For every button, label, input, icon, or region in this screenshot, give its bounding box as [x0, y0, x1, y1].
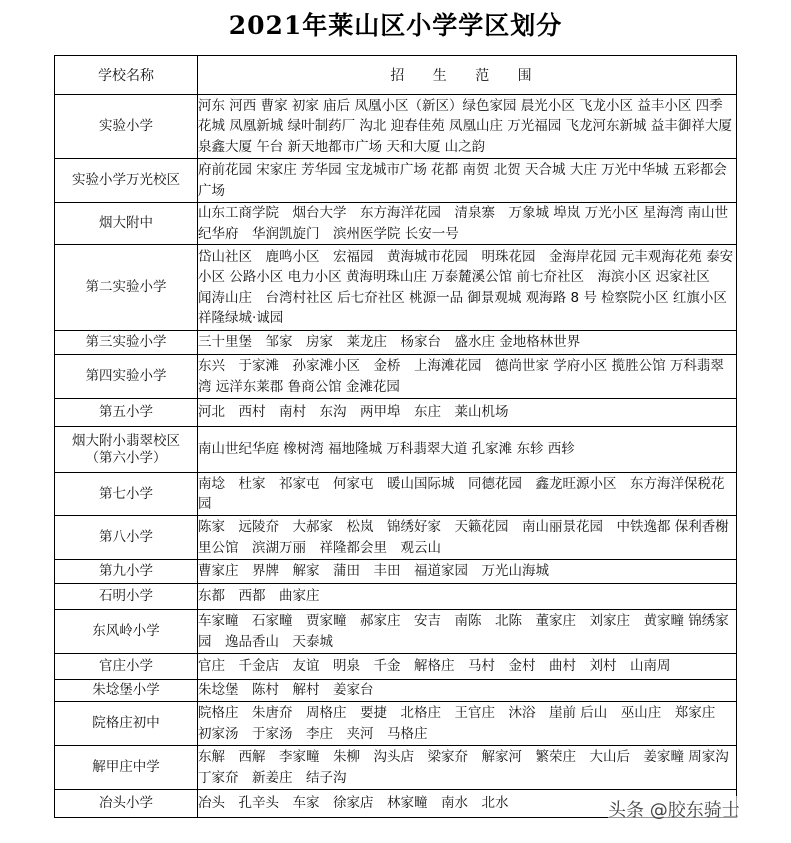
table-row — [55, 203, 737, 245]
school-name: 石明小学 — [55, 584, 198, 610]
enrollment-range: 河东 河西 曹家 初家 庙后 凤凰小区（新区）绿色家园 晨光小区 飞龙小区 益丰小区 四季花城 凤凰新城 绿叶制药厂 沟北 迎春佳苑 凤凰山庄 万光福园 飞龙河东新城 益丰御祥大厦 泉鑫大厦 午台 新天地都市广场 天和大厦 山之韵 — [198, 95, 737, 159]
table-row — [55, 746, 737, 790]
header-school-name: 学校名称 — [55, 56, 198, 95]
enrollment-range: 岱山社区 鹿鸣小区 宏福园 黄海城市花园 明珠花园 金海岸花园 元丰观海花苑 泰安小区 公路小区 电力小区 黄海明珠山庄 万泰麓溪公馆 前七夼社区 海滨小区 迟家社区 闻涛山庄 台湾村社区 后七夼社区 桃源一品 御景观城 观海路 8 号 检察院小区 红旗小区 祥隆绿城·诚园 — [198, 245, 737, 331]
page-title: 2021年莱山区小学学区划分 — [228, 11, 563, 40]
school-name — [55, 427, 198, 473]
table-row — [55, 427, 737, 473]
enrollment-range: 东解 西解 李家疃 朱柳 沟头店 梁家夼 解家河 繁荣庄 大山后 姜家疃 周家沟 丁家夼 新姜庄 结子沟 — [198, 746, 737, 790]
table-row — [55, 702, 737, 746]
enrollment-range: 陈家 远陵夼 大郝家 松岚 锦绣好家 天籁花园 南山丽景花园 中铁逸都 保利香榭里公馆 滨湖万丽 祥隆都会里 观云山 — [198, 516, 737, 560]
school-name: 第四实验小学 — [55, 355, 198, 399]
enrollment-range: 车家疃 石家疃 贾家疃 郝家庄 安吉 南陈 北陈 董家庄 刘家庄 黄家疃 锦绣家园 逸品香山 天泰城 — [198, 610, 737, 654]
table-row — [55, 355, 737, 399]
school-name: 实验小学 — [55, 95, 198, 159]
school-name: 第八小学 — [55, 516, 198, 560]
school-name: 第七小学 — [55, 473, 198, 516]
watermark: 头条 @胶东骑士 — [608, 796, 740, 822]
school-name: 东风岭小学 — [55, 610, 198, 654]
enrollment-range: 东兴 于家滩 孙家滩小区 金桥 上海滩花园 德尚世家 学府小区 揽胜公馆 万科翡翠湾 远洋东莱郡 鲁商公馆 金滩花园 — [198, 355, 737, 399]
school-name: 第三实验小学 — [55, 331, 198, 355]
enrollment-range: 官庄 千金店 友谊 明泉 千金 解格庄 马村 金村 曲村 刘村 山南周 — [198, 654, 737, 680]
enrollment-range: 东都 西都 曲家庄 — [198, 584, 737, 610]
table-row — [55, 516, 737, 560]
school-name: 第二实验小学 — [55, 245, 198, 331]
school-name: 冶头小学 — [55, 790, 198, 818]
enrollment-range: 南山世纪华庭 橡树湾 福地隆城 万科翡翠大道 孔家滩 东轸 西轸 — [198, 427, 737, 473]
enrollment-range: 府前花园 宋家庄 芳华园 宝龙城市广场 花都 南贺 北贺 天合城 大庄 万光中华城 五彩都会广场 — [198, 159, 737, 203]
table-row — [55, 654, 737, 680]
table-row — [55, 399, 737, 427]
table-row — [55, 560, 737, 584]
table-header-row — [55, 56, 737, 95]
school-name-line2: （第六小学） — [85, 449, 167, 466]
school-name: 解甲庄中学 — [55, 746, 198, 790]
table-row — [55, 95, 737, 159]
school-name: 烟大附中 — [55, 203, 198, 245]
table-row — [55, 584, 737, 610]
school-name-line1: 烟大附小翡翠校区 — [72, 432, 180, 449]
enrollment-range: 院格庄 朱唐夼 周格庄 要捷 北格庄 王官庄 沐浴 崖前 后山 巫山庄 郑家庄 初家汤 于家汤 李庄 夹河 马格庄 — [198, 702, 737, 746]
table-row — [55, 610, 737, 654]
enrollment-range: 曹家庄 界牌 解家 蒲田 丰田 福道家园 万光山海城 — [198, 560, 737, 584]
table-row — [55, 331, 737, 355]
school-name: 朱埝堡小学 — [55, 680, 198, 702]
school-name: 院格庄初中 — [55, 702, 198, 746]
enrollment-range: 冶头 孔辛头 车家 徐家店 林家疃 南水 北水 — [198, 790, 737, 818]
table-row — [55, 680, 737, 702]
enrollment-range: 河北 西村 南村 东沟 两甲埠 东庄 莱山机场 — [198, 399, 737, 427]
school-name: 第五小学 — [55, 399, 198, 427]
table-row — [55, 159, 737, 203]
school-name: 第九小学 — [55, 560, 198, 584]
enrollment-range: 朱埝堡 陈村 解村 姜家台 — [198, 680, 737, 702]
enrollment-range: 南埝 杜家 祁家屯 何家屯 暖山国际城 同德花园 鑫龙旺源小区 东方海洋保税花园 — [198, 473, 737, 516]
enrollment-range: 山东工商学院 烟台大学 东方海洋花园 清泉寨 万象城 埠岚 万光小区 星海湾 南山世纪华府 华润凯旋门 滨州医学院 长安一号 — [198, 203, 737, 245]
school-district-table — [54, 55, 743, 818]
table-row — [55, 245, 737, 331]
school-name: 官庄小学 — [55, 654, 198, 680]
header-enrollment-range: 招 生 范 围 — [198, 56, 737, 95]
table-row — [55, 473, 737, 516]
enrollment-range: 三十里堡 邹家 房家 莱龙庄 杨家台 盛水庄 金地格林世界 — [198, 331, 737, 355]
school-name: 实验小学万光校区 — [55, 159, 198, 203]
